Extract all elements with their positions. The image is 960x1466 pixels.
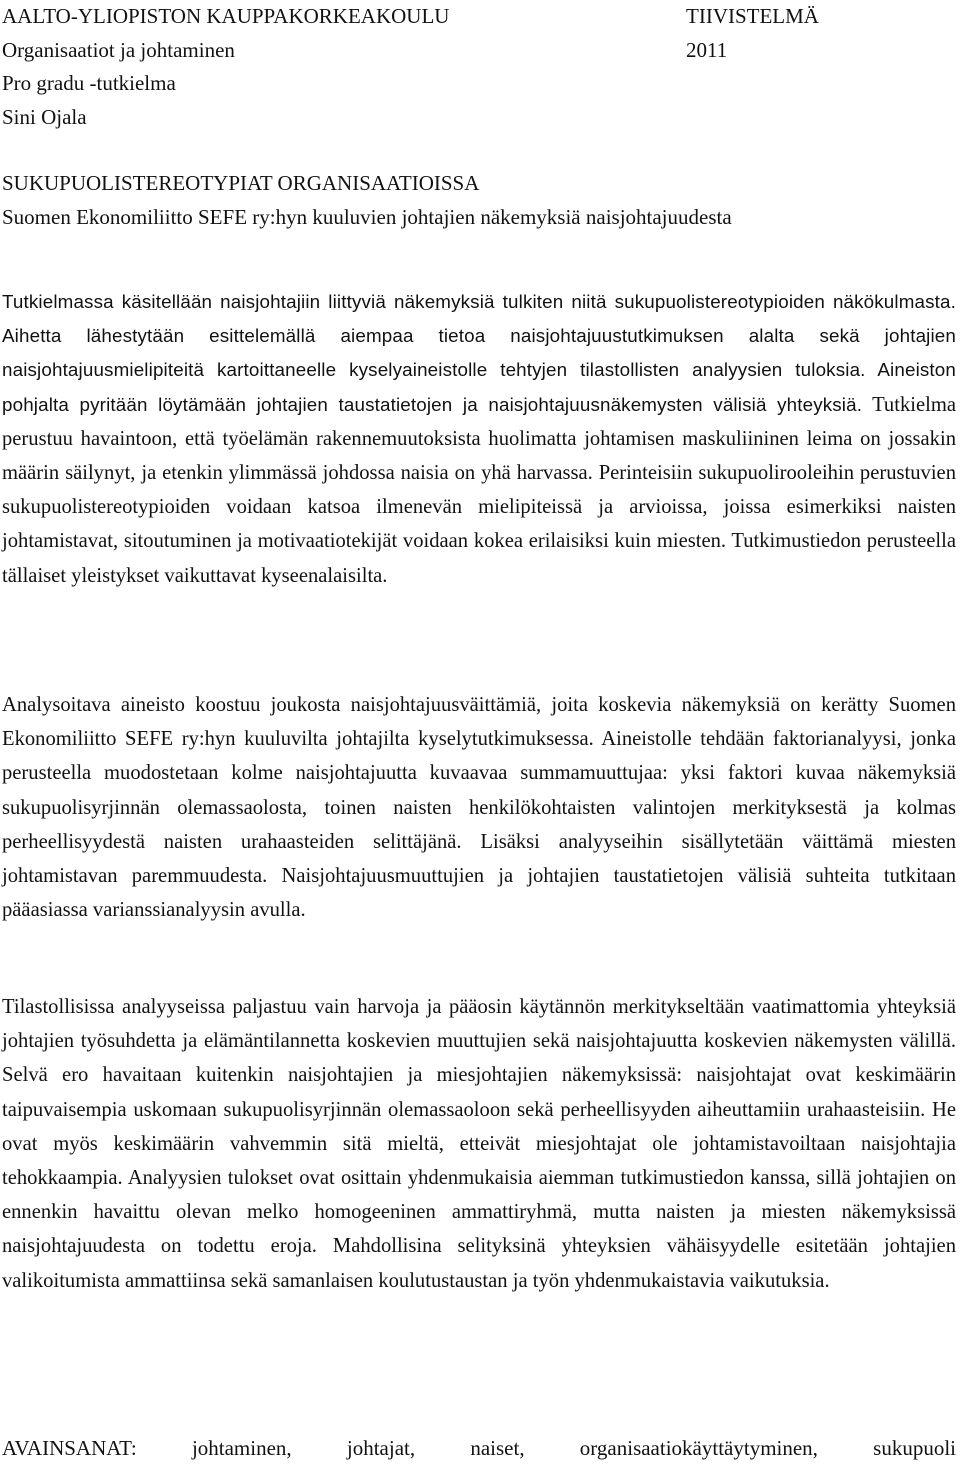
thesis-title-block	[2, 167, 956, 234]
abstract-paragraph-1-intro: Tutkielmassa käsitellään naisjohtajiin liittyviä näkemyksiä tulkiten niitä sukupuolistereotypioiden näkökulmasta. Aihetta lähestytään esittelemällä aiempaa tietoa naisjohtajuustutkimuksen alalta sekä johtajien naisjohtajuusmielipiteitä kartoittaneelle kyselyaineistolle tehtyjen tilastollisten analyysien tuloksia. Aineiston pohjalta pyritään löytämään johtajien taustatietojen ja naisjohtajuusnäkemysten välisiä yhteyksiä.	[2, 291, 956, 415]
keywords-line	[2, 1431, 956, 1465]
department-name: Organisaatiot ja johtaminen	[2, 37, 235, 62]
header-row-3	[2, 67, 956, 101]
header-row-1	[2, 0, 956, 34]
header-row-4	[2, 101, 956, 135]
abstract-paragraph-1-body: Tutkielma perustuu havaintoon, että työelämän rakennemuutoksista huolimatta johtamisen maskuliininen leima on jossakin määrin säilynyt, ja etenkin ylimmässä johdossa naisia on yhä harvassa. Perinteisiin sukupuolirooleihin perustuvien sukupuolistereotypioiden voidaan katsoa ilmenevän mielipiteissä ja arvioissa, joissa esimerkiksi naisten johtamistavat, sitoutuminen ja motivaatiotekijät voidaan kokea erilaisiksi kuin miesten. Tutkimustiedon perusteella tällaiset yleistykset vaikuttavat kyseenalaisilta.	[2, 393, 956, 587]
keyword: johtaminen,	[191, 1436, 292, 1460]
keyword: naiset,	[470, 1436, 525, 1460]
author-name: Sini Ojala	[2, 104, 87, 129]
school-name: AALTO-YLIOPISTON KAUPPAKORKEAKOULU	[2, 4, 450, 28]
keyword: organisaatiokäyttäytyminen,	[579, 1436, 818, 1460]
keywords-label: AVAINSANAT:	[2, 1436, 137, 1460]
year: 2011	[686, 37, 728, 62]
document-type: TIIVISTELMÄ	[686, 4, 819, 28]
thesis-type: Pro gradu -tutkielma	[2, 71, 176, 95]
keyword: sukupuoli	[873, 1436, 956, 1460]
keyword: johtajat,	[346, 1436, 416, 1460]
abstract-paragraph-2: Analysoitava aineisto koostuu joukosta naisjohtajuusväittämiä, joita koskevia näkemyksiä on kerätty Suomen Ekonomiliitto SEFE ry:hyn kuuluvilta johtajilta kyselytutkimuksessa. Aineistolle tehdään faktorianalyysi, jonka perusteella muodostetaan kolme naisjohtajuutta kuvaavaa summamuuttujaa: yksi faktori kuvaa näkemyksiä sukupuolisyrjinnän olemassaolosta, toinen naisten henkilökohtaisten valintojen merkityksestä ja kolmas perheellisyydestä naisten urahaasteiden selittäjänä. Lisäksi analyyseihin sisällytetään väittämä miesten johtamistavan paremmuudesta. Naisjohtajuusmuuttujien ja johtajien taustatietojen välisiä suhteita tutkitaan pääasiassa varianssianalyysin avulla.	[2, 694, 956, 922]
document-header	[2, 0, 956, 134]
thesis-title: SUKUPUOLISTEREOTYPIAT ORGANISAATIOISSA	[2, 171, 480, 195]
header-row-2	[2, 34, 956, 68]
abstract-paragraph-1	[2, 285, 956, 593]
thesis-subtitle: Suomen Ekonomiliitto SEFE ry:hyn kuuluvien johtajien näkemyksiä naisjohtajuudesta	[2, 204, 732, 229]
abstract-paragraph-3: Tilastollisissa analyyseissa paljastuu vain harvoja ja pääosin käytännön merkitykseltään vaatimattomia yhteyksiä johtajien työsuhdetta ja elämäntilannetta koskevien muuttujien sekä naisjohtajuutta koskevien näkemysten välillä. Selvä ero havaitaan kuitenkin naisjohtajien ja miesjohtajien näkemyksissä: naisjohtajat ovat keskimäärin taipuvaisempia uskomaan sukupuolisyrjinnän olemassaoloon sekä perheellisyyden aiheuttamiin urahaasteisiin. He ovat myös keskimäärin vahvemmin sitä mieltä, etteivät miesjohtajat ole johtamistavoiltaan naisjohtajia tehokkaampia. Analyysien tulokset ovat osittain yhdenmukaisia aiemman tutkimustiedon kanssa, sillä johtajien on ennenkin havaittu olevan melko homogeeninen ammattiryhmä, mutta naisten ja miesten näkemyksissä naisjohtajuudesta on todettu eroja. Mahdollisina selityksinä yhteyksien vähäisyydelle esitetään johtajien valikoitumista ammattiinsa sekä samanlaisen koulutustaustan ja työn yhdenmukaistavia vaikutuksia.	[2, 996, 956, 1292]
